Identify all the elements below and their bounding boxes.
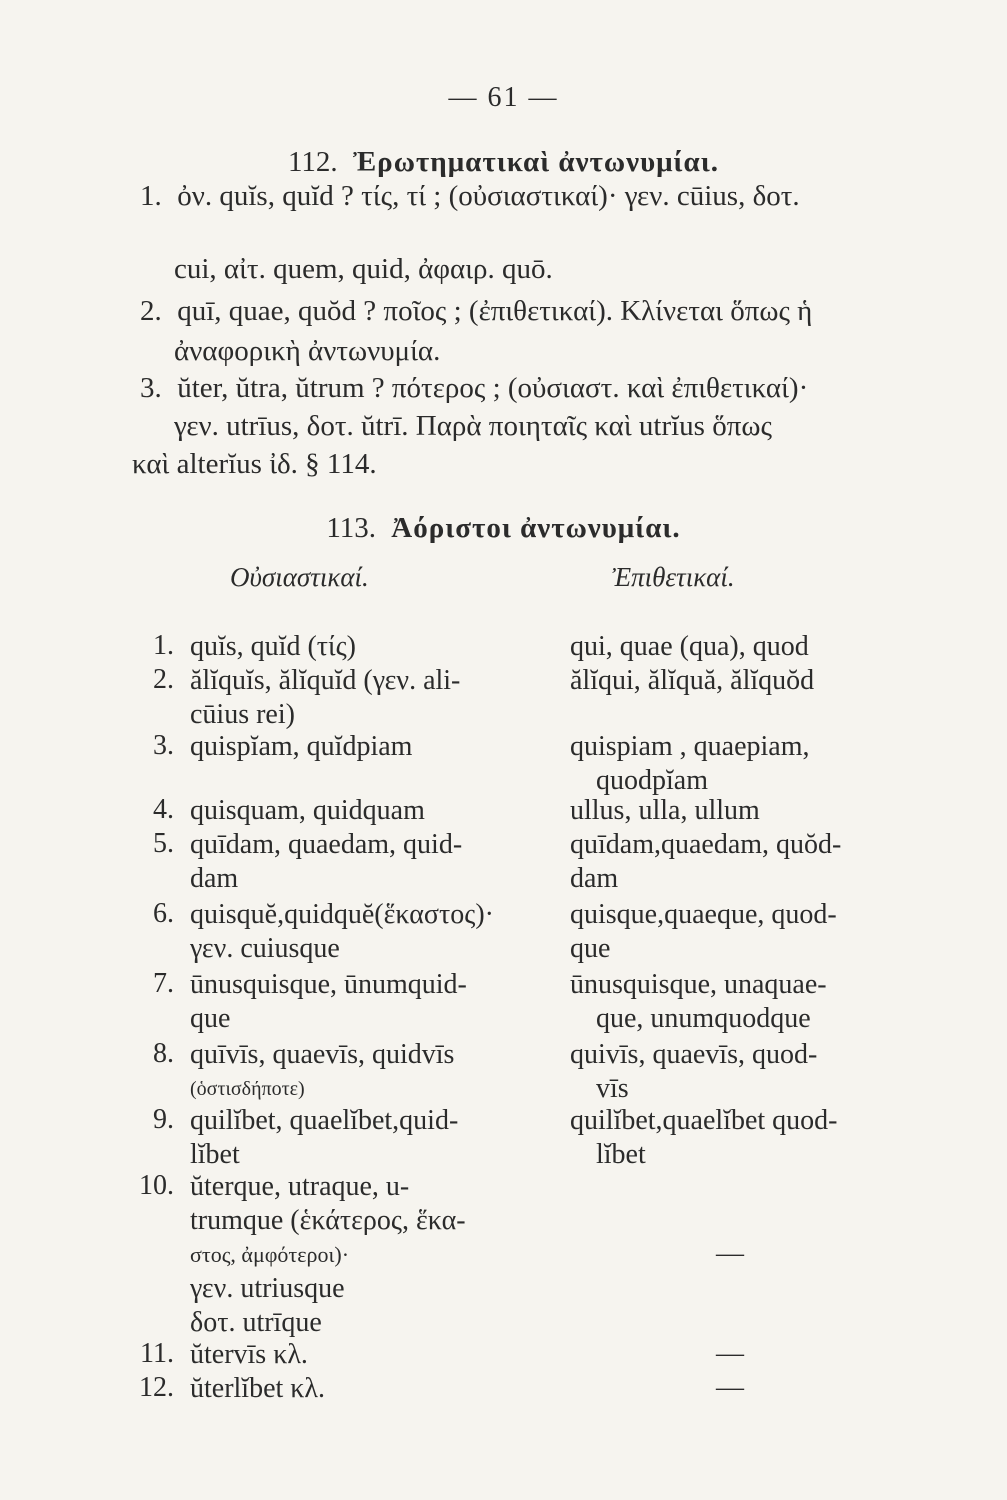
cell-line: quīdam,quaedam, quŏd-	[570, 829, 842, 860]
cell-line: γεν. cuiusque	[190, 933, 340, 964]
row-left-cell	[190, 794, 550, 828]
cell-line: que	[190, 1003, 231, 1034]
section-number: 112.	[288, 146, 338, 178]
entry-text: ὀν. quĭs, quĭd ? τίς, τί ; (οὐσιαστικαί)· γεν. cūius, δοτ.	[177, 180, 800, 212]
column-heading-substantive: Οὐσιαστικαί.	[230, 562, 369, 592]
row-left-cell	[190, 630, 550, 664]
cell-line: cūius rei)	[190, 699, 295, 730]
cell-line: quispiam , quaepiam,	[570, 731, 810, 762]
cell-line: quisquam, quidquam	[190, 795, 425, 826]
row-right-cell	[570, 664, 910, 698]
entry-text: quī, quae, quŏd ? ποῖος ; (ἐπιθετικαί). Κλίνεται ὅπως ἡ	[177, 295, 813, 327]
entry-number: 1.	[140, 180, 162, 212]
section-113-heading	[0, 512, 1007, 545]
row-left-cell	[190, 828, 550, 896]
cell-line: quĭs, quĭd (τίς)	[190, 631, 356, 662]
row-number: 11.	[140, 1338, 174, 1369]
row-right-cell	[570, 828, 910, 896]
row-left-cell	[190, 730, 550, 764]
column-heading-adjectival: Ἐπιθετικαί.	[612, 562, 735, 592]
row-left-cell	[190, 1104, 550, 1172]
row-left-cell	[190, 664, 550, 732]
row-right-cell	[570, 630, 910, 664]
row-right-cell	[570, 898, 910, 966]
row-left-cell	[190, 1038, 550, 1106]
section-number: 113.	[326, 512, 376, 544]
row-right-cell	[570, 730, 910, 798]
entry-text: ŭter, ŭtra, ŭtrum ? πότερος ; (οὐσιαστ. καὶ ἐπιθετικαί)·	[177, 372, 809, 404]
row-number: 5.	[153, 828, 174, 859]
entry-2-line-1	[140, 295, 920, 328]
row-right-dash: —	[716, 1338, 744, 1369]
entry-1-line-2	[140, 253, 920, 286]
row-left-cell	[190, 1170, 550, 1340]
entry-1-line-1	[140, 180, 920, 213]
row-right-cell	[570, 968, 910, 1036]
entry-3-line-3	[132, 448, 912, 481]
row-number: 1.	[153, 630, 174, 661]
cell-line: qui, quae (qua), quod	[570, 631, 809, 662]
row-number: 3.	[153, 730, 174, 761]
cell-line: (ὁστισδήποτε)	[190, 1078, 305, 1100]
cell-line: quivīs, quaevīs, quod-	[570, 1039, 818, 1070]
row-right-dash: —	[716, 1238, 744, 1269]
entry-text: ἀναφορικὴ ἀντωνυμία.	[174, 335, 441, 367]
entry-text: καὶ alterĭus ἰδ. § 114.	[132, 448, 377, 480]
cell-line: quisque,quaeque, quod-	[570, 899, 837, 930]
row-number: 6.	[153, 898, 174, 929]
row-number: 12.	[139, 1372, 174, 1403]
cell-line: trumque (ἑκάτερος, ἕκα-	[190, 1205, 466, 1236]
cell-line: vīs	[596, 1073, 629, 1104]
entry-text: γεν. utrīus, δοτ. ŭtrī. Παρὰ ποιηταῖς καὶ utrĭus ὅπως	[174, 410, 772, 442]
row-number: 4.	[153, 794, 174, 825]
row-right-cell	[570, 1038, 910, 1106]
row-number: 9.	[153, 1104, 174, 1135]
cell-line: dam	[570, 863, 619, 894]
cell-line: quilĭbet, quaelĭbet,quid-	[190, 1105, 459, 1136]
entry-text: cui, αἰτ. quem, quid, ἀφαιρ. quō.	[174, 253, 553, 285]
entry-3-line-1	[140, 372, 920, 405]
entry-number: 3.	[140, 372, 162, 404]
row-number: 7.	[153, 968, 174, 999]
cell-line: ūnusquisque, unaquae-	[570, 969, 827, 1000]
cell-line: lĭbet	[596, 1139, 646, 1170]
entry-number: 2.	[140, 295, 162, 327]
row-number: 8.	[153, 1038, 174, 1069]
cell-line: que	[570, 933, 611, 964]
cell-line: quīvīs, quaevīs, quidvīs	[190, 1039, 455, 1070]
row-right-cell	[570, 1104, 910, 1172]
cell-line: quodpĭam	[596, 765, 708, 796]
row-left-cell	[190, 1338, 550, 1372]
cell-line: quilĭbet,quaelĭbet quod-	[570, 1105, 838, 1136]
cell-line: quīdam, quaedam, quid-	[190, 829, 463, 860]
row-number: 2.	[153, 664, 174, 695]
entry-3-line-2	[140, 410, 920, 443]
cell-line: que, unumquodque	[596, 1003, 811, 1034]
cell-line: lĭbet	[190, 1139, 240, 1170]
row-left-cell	[190, 1372, 550, 1406]
section-112-heading	[0, 146, 1007, 179]
cell-line: quisquĕ,quidquĕ(ἕκαστος)·	[190, 899, 495, 930]
page-number: — 61 —	[448, 82, 559, 113]
section-title: Ἐρωτηματικαὶ ἀντωνυμίαι.	[352, 146, 719, 178]
section-title: Ἀόριστοι ἀντωνυμίαι.	[391, 512, 681, 544]
cell-line: ŭtervīs κλ.	[190, 1339, 308, 1370]
row-left-cell	[190, 898, 550, 966]
cell-line: ūnusquisque, ūnumquid-	[190, 969, 467, 1000]
cell-line: στος, ἀμφότεροι)·	[190, 1242, 350, 1267]
cell-line: γεν. utriusque	[190, 1273, 345, 1304]
cell-line: quispĭam, quĭdpiam	[190, 731, 413, 762]
cell-line: δοτ. utrīque	[190, 1307, 322, 1338]
cell-line: ălĭqui, ălĭquă, ălĭquŏd	[570, 665, 815, 696]
cell-line: ŭterlĭbet κλ.	[190, 1373, 325, 1404]
cell-line: ălĭquĭs, ălĭquĭd (γεν. ali-	[190, 665, 461, 696]
row-left-cell	[190, 968, 550, 1036]
cell-line: ullus, ulla, ullum	[570, 795, 760, 826]
cell-line: ŭterque, utraque, u-	[190, 1171, 410, 1202]
row-number: 10.	[139, 1170, 174, 1201]
entry-2-line-2	[140, 335, 920, 368]
cell-line: dam	[190, 863, 239, 894]
row-right-cell	[570, 794, 910, 828]
row-right-dash: —	[716, 1372, 744, 1403]
